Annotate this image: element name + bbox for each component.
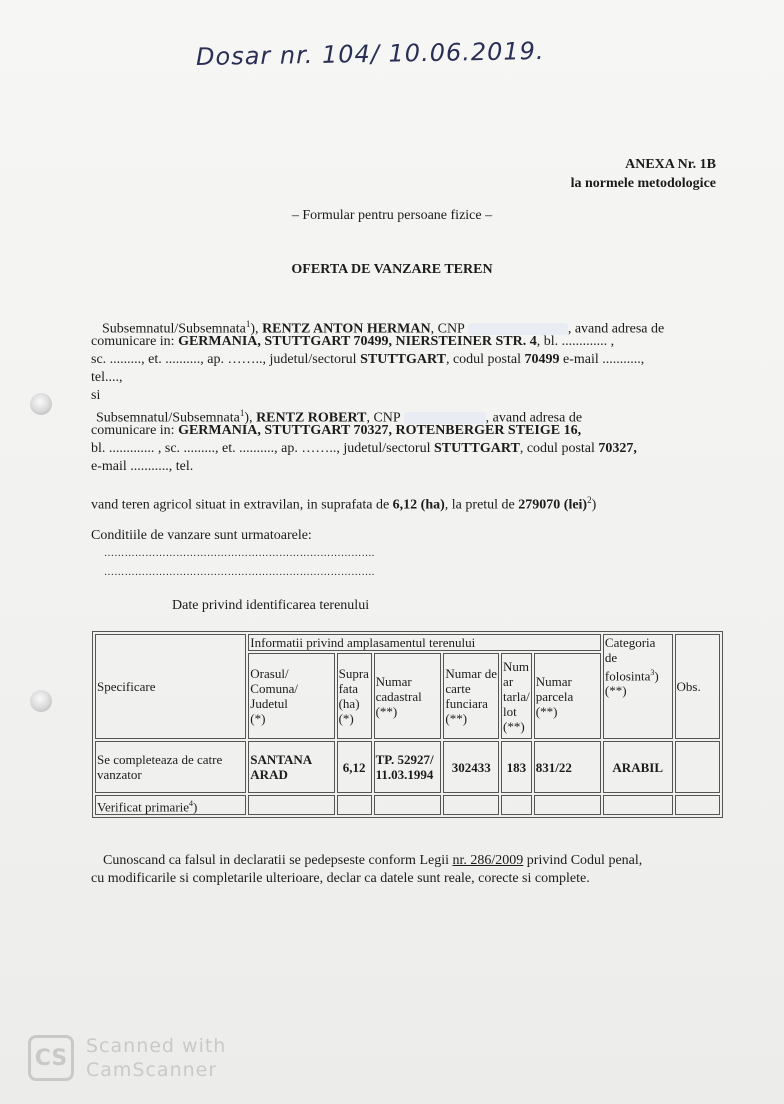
- row-primarie-label: [95, 795, 246, 815]
- text: CamScanner: [86, 1059, 218, 1081]
- text: Supra fata (ha): [338, 666, 369, 711]
- law-link[interactable]: nr. 286/2009: [452, 853, 524, 868]
- cell-carte-funciara: 302433: [443, 741, 499, 793]
- text: Scanned with: [86, 1035, 227, 1057]
- text: comunicare in:: [91, 334, 179, 349]
- seller1-name: RENTZ ANTON HERMAN: [262, 321, 431, 337]
- text: , CNP: [430, 321, 468, 337]
- declaration-line2: cu modificarile si completarile ulterioare, declar ca datele sunt reale, corecte si complete.: [91, 871, 590, 886]
- empty-cell: [337, 795, 372, 815]
- text: Num ar tarla/ lot: [503, 658, 530, 719]
- footnote-ref: 2: [587, 495, 592, 505]
- text: ),: [244, 410, 257, 426]
- punch-hole: [30, 690, 52, 712]
- cell-categoria: ARABIL: [603, 741, 673, 793]
- header-specificare: Specificare: [95, 634, 246, 739]
- text: privind Codul penal,: [523, 853, 643, 868]
- punch-hole: [30, 393, 52, 415]
- seller2-line4: e-mail ..........., tel.: [91, 459, 194, 474]
- text: sc. ........., et. .........., ap. …….., judetul/sectorul: [91, 352, 361, 367]
- seller2-postal-code: 70327,: [598, 441, 637, 456]
- text: , codul postal: [445, 352, 525, 367]
- text: comunicare in:: [91, 423, 179, 438]
- cell-orasul: SANTANA ARAD: [248, 741, 334, 793]
- seller2-address: GERMANIA, STUTTGART 70327, ROTENBERGER STEIGE 16,: [178, 423, 582, 438]
- text: , CNP: [366, 410, 404, 426]
- handwritten-file-note: Dosar nr. 104/ 10.06.2019.: [195, 36, 545, 72]
- empty-cell: [603, 795, 673, 815]
- footnote-ref: 1: [239, 408, 245, 418]
- text: Numar cadastral: [375, 673, 422, 704]
- text: ),: [250, 321, 263, 337]
- text: Verificat primarie: [97, 799, 190, 815]
- header-location-group: Informatii privind amplasamentul terenului: [248, 634, 601, 651]
- text: Categoria de folosinta: [604, 635, 656, 684]
- camscanner-logo: CS: [28, 1035, 74, 1081]
- declaration-line1: [103, 852, 733, 871]
- seller2-county: STUTTGART: [433, 441, 520, 456]
- annex-header: [571, 155, 716, 193]
- cell-parcela: 831/22: [534, 741, 601, 793]
- text: (*): [250, 711, 266, 726]
- header-parcela: [534, 653, 601, 739]
- seller1-line4: tel....,: [91, 370, 123, 385]
- cell-obs: [675, 741, 720, 793]
- conditions-label: Conditiile de vanzare sunt urmatoarele:: [91, 528, 312, 543]
- cell-suprafata: 6,12: [337, 741, 372, 793]
- seller1-county: STUTTGART: [360, 352, 446, 367]
- seller1-line2: [91, 333, 721, 352]
- land-identification-table: [92, 631, 723, 818]
- cell-cadastral: TP. 52927/ 11.03.1994: [374, 741, 442, 793]
- annex-number: ANEXA Nr. 1B: [625, 157, 716, 172]
- empty-cell: [534, 795, 601, 815]
- table-caption: Date privind identificarea terenului: [172, 598, 370, 613]
- footnote-ref: 1: [245, 319, 251, 329]
- text: ): [193, 799, 198, 815]
- seller1-address: GERMANIA, STUTTGART 70499, NIERSTEINER STR. 4: [178, 334, 537, 349]
- header-obs: Obs.: [675, 634, 720, 739]
- text: (**): [604, 683, 627, 699]
- header-carte-funciara: [443, 653, 499, 739]
- footnote-ref: 4: [189, 799, 194, 808]
- document-title: OFERTA DE VANZARE TEREN: [291, 262, 493, 277]
- row-seller-label: Se completeaza de catre vanzator: [95, 741, 246, 793]
- land-price: 279070 (lei): [518, 497, 588, 513]
- text: (**): [503, 718, 525, 734]
- empty-cell: [501, 795, 532, 815]
- land-area: 6,12 (ha): [392, 497, 445, 513]
- seller2-name: RENTZ ROBERT: [256, 410, 367, 426]
- text: Orasul/ Comuna/ Judetul: [250, 666, 298, 711]
- seller1-line3: [91, 351, 721, 370]
- text: Subsemnatul/Subsemnata: [102, 321, 246, 337]
- camscanner-text: [86, 1034, 226, 1082]
- text: Numar de carte funciara: [445, 666, 497, 711]
- cell-tarla: 183: [501, 741, 532, 793]
- empty-cell: [443, 795, 499, 815]
- conditions-line: …………………………………………………………………….: [104, 567, 375, 578]
- conjunction: si: [91, 388, 101, 403]
- header-categoria: [603, 634, 673, 739]
- header-suprafata: [337, 653, 372, 739]
- seller1-postal-code: 70499: [524, 352, 560, 367]
- text: (**): [535, 703, 558, 719]
- conditions-line: …………………………………………………………………….: [104, 548, 375, 559]
- text: ): [654, 668, 659, 684]
- text: , la pretul de: [444, 497, 519, 513]
- text: (**): [375, 703, 398, 719]
- text: , avand adresa de: [485, 410, 583, 426]
- text: vand teren agricol situat in extravilan, in suprafata de: [91, 497, 393, 513]
- text: , bl. ............. ,: [536, 334, 615, 349]
- sale-statement: [91, 491, 721, 515]
- text: bl. ............. , sc. ........., et. .........., ap. …….., judetul/sectorul: [91, 441, 434, 456]
- text: Cunoscand ca falsul in declaratii se pedepseste conform Legii: [103, 853, 453, 868]
- seller2-line3: [91, 440, 721, 459]
- header-tarla-lot: [501, 653, 532, 739]
- empty-cell: [675, 795, 720, 815]
- text: , avand adresa de: [567, 321, 665, 337]
- empty-cell: [248, 795, 334, 815]
- text: ): [591, 497, 597, 513]
- text: e-mail ...........,: [559, 352, 645, 367]
- camscanner-watermark: [28, 1034, 226, 1082]
- text: (*): [338, 711, 354, 726]
- annex-subtitle: la normele metodologice: [570, 176, 716, 191]
- header-orasul: [248, 653, 334, 739]
- form-type: – Formular pentru persoane fizice –: [291, 208, 493, 223]
- text: (**): [445, 711, 468, 726]
- text: Numar parcela: [535, 673, 574, 704]
- empty-cell: [374, 795, 442, 815]
- header-cadastral: [374, 653, 442, 739]
- footnote-ref: 3: [650, 668, 655, 677]
- text: , codul postal: [519, 441, 599, 456]
- text: Subsemnatul/Subsemnata: [96, 410, 240, 426]
- seller2-line2: [91, 422, 721, 441]
